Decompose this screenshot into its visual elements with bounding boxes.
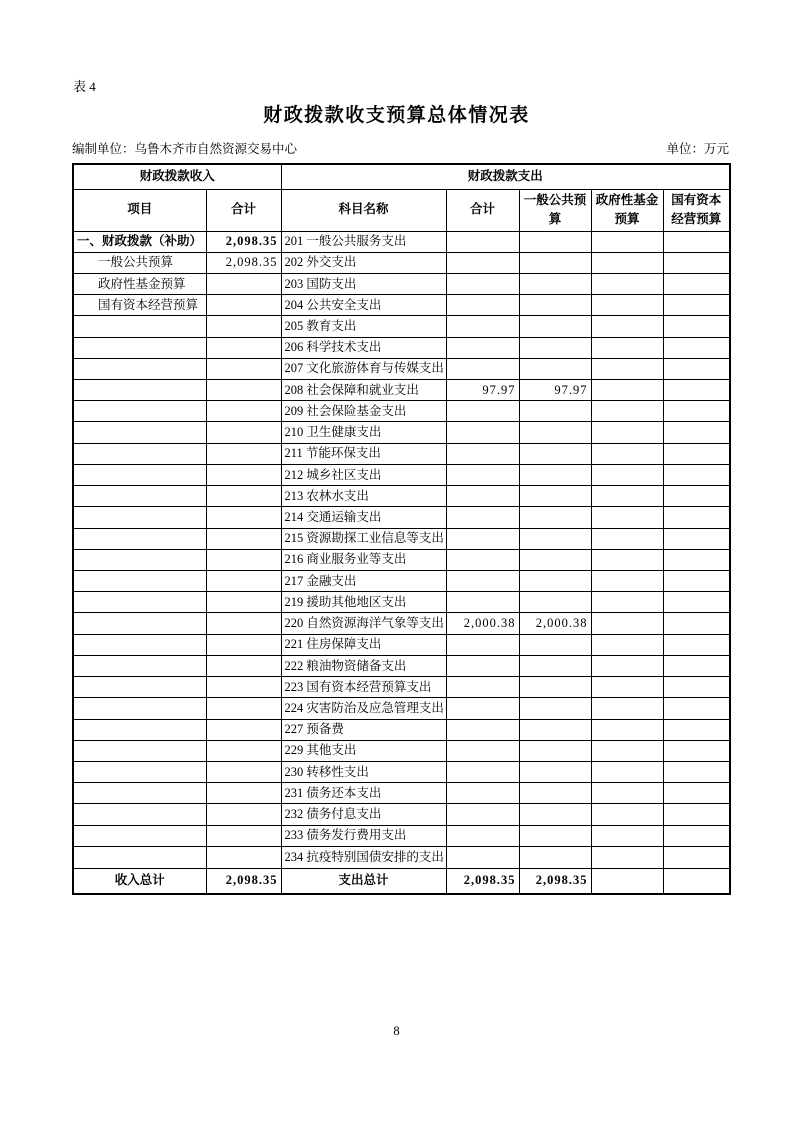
income-item-cell: [73, 761, 206, 782]
subject-cell: 210 卫生健康支出: [281, 422, 446, 443]
state-capital-cell: [663, 634, 730, 655]
state-capital-cell: [663, 486, 730, 507]
income-grand-total: 2,098.35: [206, 868, 281, 894]
state-capital-cell: [663, 698, 730, 719]
income-total-cell: [206, 464, 281, 485]
expense-total-cell: 2,000.38: [446, 613, 519, 634]
state-capital-cell: [663, 358, 730, 379]
expense-total-cell: [446, 316, 519, 337]
income-item-cell: [73, 422, 206, 443]
general-budget-cell: [519, 783, 591, 804]
subject-cell: 208 社会保障和就业支出: [281, 380, 446, 401]
general-budget-cell: 97.97: [519, 380, 591, 401]
table-row: [73, 740, 730, 761]
general-budget-cell: [519, 698, 591, 719]
gov-fund-cell: [591, 528, 663, 549]
gov-fund-cell: [591, 571, 663, 592]
state-capital-cell: [663, 380, 730, 401]
page-title: 财政拨款收支预算总体情况表: [263, 105, 530, 126]
income-item-cell: [73, 337, 206, 358]
state-capital-cell: [663, 613, 730, 634]
expense-total-cell: [446, 358, 519, 379]
totals-row: [73, 868, 730, 894]
expense-total-cell: [446, 719, 519, 740]
expense-total-cell: [446, 571, 519, 592]
general-budget-cell: [519, 634, 591, 655]
prepared-by-label: 编制单位：乌鲁木齐市自然资源交易中心: [72, 142, 298, 156]
subject-cell: 219 援助其他地区支出: [281, 592, 446, 613]
state-capital-cell: [663, 740, 730, 761]
income-item-cell: [73, 677, 206, 698]
subject-cell: 201 一般公共服务支出: [281, 231, 446, 252]
expense-total-cell: [446, 273, 519, 294]
table-row: [73, 401, 730, 422]
income-item-cell: [73, 846, 206, 868]
table-row: [73, 231, 730, 252]
income-item-cell: [73, 401, 206, 422]
expense-total-cell: [446, 549, 519, 570]
income-item-cell: [73, 528, 206, 549]
gov-fund-cell: [591, 380, 663, 401]
state-capital-cell: [663, 719, 730, 740]
income-total-cell: [206, 655, 281, 676]
general-budget-cell: [519, 571, 591, 592]
income-total-label: 收入总计: [73, 868, 206, 894]
subject-cell: 232 债务付息支出: [281, 804, 446, 825]
income-total-cell: [206, 443, 281, 464]
income-item-cell: [73, 783, 206, 804]
state-capital-cell: [663, 655, 730, 676]
table-row: [73, 486, 730, 507]
expense-group-header: 财政拨款支出: [281, 164, 730, 189]
gov-fund-cell: [591, 507, 663, 528]
state-capital-cell: [663, 252, 730, 273]
subject-cell: 203 国防支出: [281, 273, 446, 294]
table-number-label: 表 4: [73, 79, 96, 94]
general-budget-cell: [519, 295, 591, 316]
income-total-cell: [206, 571, 281, 592]
income-item-cell: 国有资本经营预算: [73, 295, 206, 316]
income-total-cell: [206, 422, 281, 443]
subject-cell: 207 文化旅游体育与传媒支出: [281, 358, 446, 379]
subject-cell: 216 商业服务业等支出: [281, 549, 446, 570]
general-budget-cell: [519, 443, 591, 464]
income-total-cell: [206, 825, 281, 846]
subject-cell: 229 其他支出: [281, 740, 446, 761]
subject-cell: 205 教育支出: [281, 316, 446, 337]
expense-total-cell: [446, 698, 519, 719]
table-row: [73, 655, 730, 676]
income-total-cell: [206, 698, 281, 719]
expense-total-cell: [446, 634, 519, 655]
table-row: [73, 273, 730, 294]
gov-fund-cell: [591, 231, 663, 252]
income-item-cell: [73, 613, 206, 634]
expense-total-cell: [446, 252, 519, 273]
gov-fund-cell: [591, 273, 663, 294]
expense-total-cell: [446, 655, 519, 676]
table-row: [73, 316, 730, 337]
income-total-cell: [206, 634, 281, 655]
subject-cell: 209 社会保险基金支出: [281, 401, 446, 422]
gov-fund-cell: [591, 677, 663, 698]
state-capital-cell: [663, 677, 730, 698]
income-total-cell: [206, 592, 281, 613]
income-item-cell: [73, 698, 206, 719]
expense-total-cell: [446, 422, 519, 443]
expense-total-cell: [446, 507, 519, 528]
col-header-item: 项目: [73, 189, 206, 231]
col-header-gov-fund: 政府性基金预算: [591, 189, 663, 231]
gov-fund-cell: [591, 592, 663, 613]
income-total-cell: 2,098.35: [206, 231, 281, 252]
table-row: [73, 846, 730, 868]
expense-grand-total: 2,098.35: [446, 868, 519, 894]
table-body: [73, 231, 730, 868]
expense-total-cell: [446, 231, 519, 252]
income-total-cell: [206, 719, 281, 740]
gov-fund-cell: [591, 316, 663, 337]
table-row: [73, 804, 730, 825]
gov-fund-cell: [591, 761, 663, 782]
general-budget-cell: [519, 507, 591, 528]
table-row: [73, 337, 730, 358]
income-total-cell: [206, 358, 281, 379]
subject-cell: 202 外交支出: [281, 252, 446, 273]
income-item-cell: [73, 316, 206, 337]
gov-fund-cell: [591, 252, 663, 273]
subject-cell: 231 债务还本支出: [281, 783, 446, 804]
general-budget-cell: [519, 825, 591, 846]
gov-fund-cell: [591, 358, 663, 379]
page-number: 8: [393, 1024, 400, 1038]
expense-total-cell: [446, 486, 519, 507]
state-capital-cell: [663, 846, 730, 868]
general-budget-cell: [519, 316, 591, 337]
state-capital-cell: [663, 549, 730, 570]
table-row: [73, 571, 730, 592]
state-capital-cell: [663, 295, 730, 316]
income-item-cell: [73, 571, 206, 592]
table-row: [73, 380, 730, 401]
table-row: [73, 698, 730, 719]
expense-total-cell: [446, 592, 519, 613]
income-item-cell: 政府性基金预算: [73, 273, 206, 294]
income-item-cell: [73, 380, 206, 401]
subject-cell: 212 城乡社区支出: [281, 464, 446, 485]
table-row: [73, 761, 730, 782]
general-budget-cell: [519, 677, 591, 698]
gov-fund-cell: [591, 401, 663, 422]
table-row: [73, 783, 730, 804]
income-item-cell: [73, 634, 206, 655]
gov-fund-cell: [591, 804, 663, 825]
subject-cell: 204 公共安全支出: [281, 295, 446, 316]
meta-row: [72, 139, 729, 157]
gov-fund-cell: [591, 719, 663, 740]
gov-fund-cell: [591, 846, 663, 868]
col-header-income-total: 合计: [206, 189, 281, 231]
gov-fund-cell: [591, 422, 663, 443]
income-total-cell: [206, 380, 281, 401]
subject-cell: 224 灾害防治及应急管理支出: [281, 698, 446, 719]
subject-cell: 221 住房保障支出: [281, 634, 446, 655]
gov-fund-cell: [591, 337, 663, 358]
subject-cell: 213 农林水支出: [281, 486, 446, 507]
expense-total-cell: [446, 804, 519, 825]
state-capital-cell: [663, 571, 730, 592]
general-budget-cell: [519, 273, 591, 294]
group-header-row: [73, 164, 730, 189]
gov-fund-cell: [591, 443, 663, 464]
gov-fund-cell: [591, 783, 663, 804]
state-capital-cell: [663, 231, 730, 252]
subject-cell: 222 粮油物资储备支出: [281, 655, 446, 676]
gov-fund-cell: [591, 549, 663, 570]
income-total-cell: [206, 613, 281, 634]
fund-grand-total: [591, 868, 663, 894]
income-total-cell: [206, 401, 281, 422]
general-budget-cell: [519, 337, 591, 358]
gov-fund-cell: [591, 825, 663, 846]
income-item-cell: [73, 443, 206, 464]
state-capital-cell: [663, 464, 730, 485]
income-total-cell: [206, 337, 281, 358]
subject-cell: 206 科学技术支出: [281, 337, 446, 358]
income-total-cell: [206, 761, 281, 782]
state-capital-cell: [663, 422, 730, 443]
income-item-cell: [73, 804, 206, 825]
income-total-cell: [206, 528, 281, 549]
table-row: [73, 719, 730, 740]
expense-total-cell: [446, 761, 519, 782]
income-total-cell: [206, 295, 281, 316]
general-budget-cell: [519, 486, 591, 507]
general-budget-cell: [519, 549, 591, 570]
income-total-cell: [206, 316, 281, 337]
col-header-state-capital: 国有资本经营预算: [663, 189, 730, 231]
income-total-cell: [206, 783, 281, 804]
table-row: [73, 825, 730, 846]
income-total-cell: [206, 549, 281, 570]
state-capital-cell: [663, 507, 730, 528]
state-capital-cell: [663, 761, 730, 782]
expense-total-cell: [446, 677, 519, 698]
table-row: [73, 528, 730, 549]
subject-cell: 234 抗疫特别国债安排的支出: [281, 846, 446, 868]
table-row: [73, 358, 730, 379]
expense-total-cell: [446, 528, 519, 549]
expense-total-label: 支出总计: [281, 868, 446, 894]
state-capital-cell: [663, 316, 730, 337]
state-capital-cell: [663, 401, 730, 422]
col-header-subject: 科目名称: [281, 189, 446, 231]
state-capital-cell: [663, 443, 730, 464]
income-total-cell: 2,098.35: [206, 252, 281, 273]
income-total-cell: [206, 846, 281, 868]
expense-total-cell: [446, 740, 519, 761]
income-item-cell: 一般公共预算: [73, 252, 206, 273]
gov-fund-cell: [591, 634, 663, 655]
income-total-cell: [206, 804, 281, 825]
table-row: [73, 634, 730, 655]
general-budget-cell: [519, 231, 591, 252]
income-total-cell: [206, 486, 281, 507]
col-header-expense-total: 合计: [446, 189, 519, 231]
gov-fund-cell: [591, 655, 663, 676]
subject-cell: 217 金融支出: [281, 571, 446, 592]
income-item-cell: 一、财政拨款（补助）: [73, 231, 206, 252]
table-row: [73, 422, 730, 443]
subject-cell: 230 转移性支出: [281, 761, 446, 782]
gov-fund-cell: [591, 613, 663, 634]
gov-fund-cell: [591, 740, 663, 761]
state-capital-cell: [663, 337, 730, 358]
table-row: [73, 677, 730, 698]
income-group-header: 财政拨款收入: [73, 164, 281, 189]
expense-total-cell: [446, 337, 519, 358]
subject-cell: 220 自然资源海洋气象等支出: [281, 613, 446, 634]
gov-fund-cell: [591, 295, 663, 316]
income-item-cell: [73, 549, 206, 570]
table-row: [73, 549, 730, 570]
income-item-cell: [73, 592, 206, 613]
table-row: [73, 252, 730, 273]
expense-total-cell: [446, 401, 519, 422]
column-header-row: [73, 189, 730, 231]
income-item-cell: [73, 464, 206, 485]
expense-total-cell: [446, 783, 519, 804]
subject-cell: 215 资源勘探工业信息等支出: [281, 528, 446, 549]
state-capital-cell: [663, 273, 730, 294]
general-budget-cell: [519, 740, 591, 761]
general-budget-cell: [519, 592, 591, 613]
income-item-cell: [73, 358, 206, 379]
general-budget-cell: [519, 804, 591, 825]
general-budget-cell: [519, 464, 591, 485]
general-budget-cell: [519, 401, 591, 422]
general-budget-cell: [519, 358, 591, 379]
subject-cell: 227 预备费: [281, 719, 446, 740]
income-total-cell: [206, 273, 281, 294]
general-budget-cell: [519, 528, 591, 549]
general-budget-cell: [519, 761, 591, 782]
unit-label: 单位：万元: [666, 142, 729, 156]
expense-total-cell: [446, 846, 519, 868]
capital-grand-total: [663, 868, 730, 894]
table-row: [73, 295, 730, 316]
general-budget-cell: [519, 846, 591, 868]
income-item-cell: [73, 740, 206, 761]
state-capital-cell: [663, 804, 730, 825]
expense-total-cell: [446, 464, 519, 485]
gov-fund-cell: [591, 486, 663, 507]
table-row: [73, 507, 730, 528]
col-header-general-budget: 一般公共预算: [519, 189, 591, 231]
subject-cell: 214 交通运输支出: [281, 507, 446, 528]
income-total-cell: [206, 677, 281, 698]
table-row: [73, 443, 730, 464]
expense-total-cell: [446, 443, 519, 464]
general-grand-total: 2,098.35: [519, 868, 591, 894]
subject-cell: 223 国有资本经营预算支出: [281, 677, 446, 698]
income-item-cell: [73, 825, 206, 846]
table-row: [73, 592, 730, 613]
table-row: [73, 464, 730, 485]
expense-total-cell: [446, 825, 519, 846]
income-item-cell: [73, 486, 206, 507]
income-item-cell: [73, 719, 206, 740]
state-capital-cell: [663, 528, 730, 549]
general-budget-cell: [519, 252, 591, 273]
state-capital-cell: [663, 592, 730, 613]
general-budget-cell: 2,000.38: [519, 613, 591, 634]
expense-total-cell: 97.97: [446, 380, 519, 401]
general-budget-cell: [519, 422, 591, 443]
state-capital-cell: [663, 825, 730, 846]
subject-cell: 233 债务发行费用支出: [281, 825, 446, 846]
general-budget-cell: [519, 719, 591, 740]
gov-fund-cell: [591, 698, 663, 719]
expense-total-cell: [446, 295, 519, 316]
income-total-cell: [206, 740, 281, 761]
budget-table: [72, 163, 731, 895]
income-item-cell: [73, 507, 206, 528]
subject-cell: 211 节能环保支出: [281, 443, 446, 464]
general-budget-cell: [519, 655, 591, 676]
state-capital-cell: [663, 783, 730, 804]
table-row: [73, 613, 730, 634]
gov-fund-cell: [591, 464, 663, 485]
income-item-cell: [73, 655, 206, 676]
income-total-cell: [206, 507, 281, 528]
